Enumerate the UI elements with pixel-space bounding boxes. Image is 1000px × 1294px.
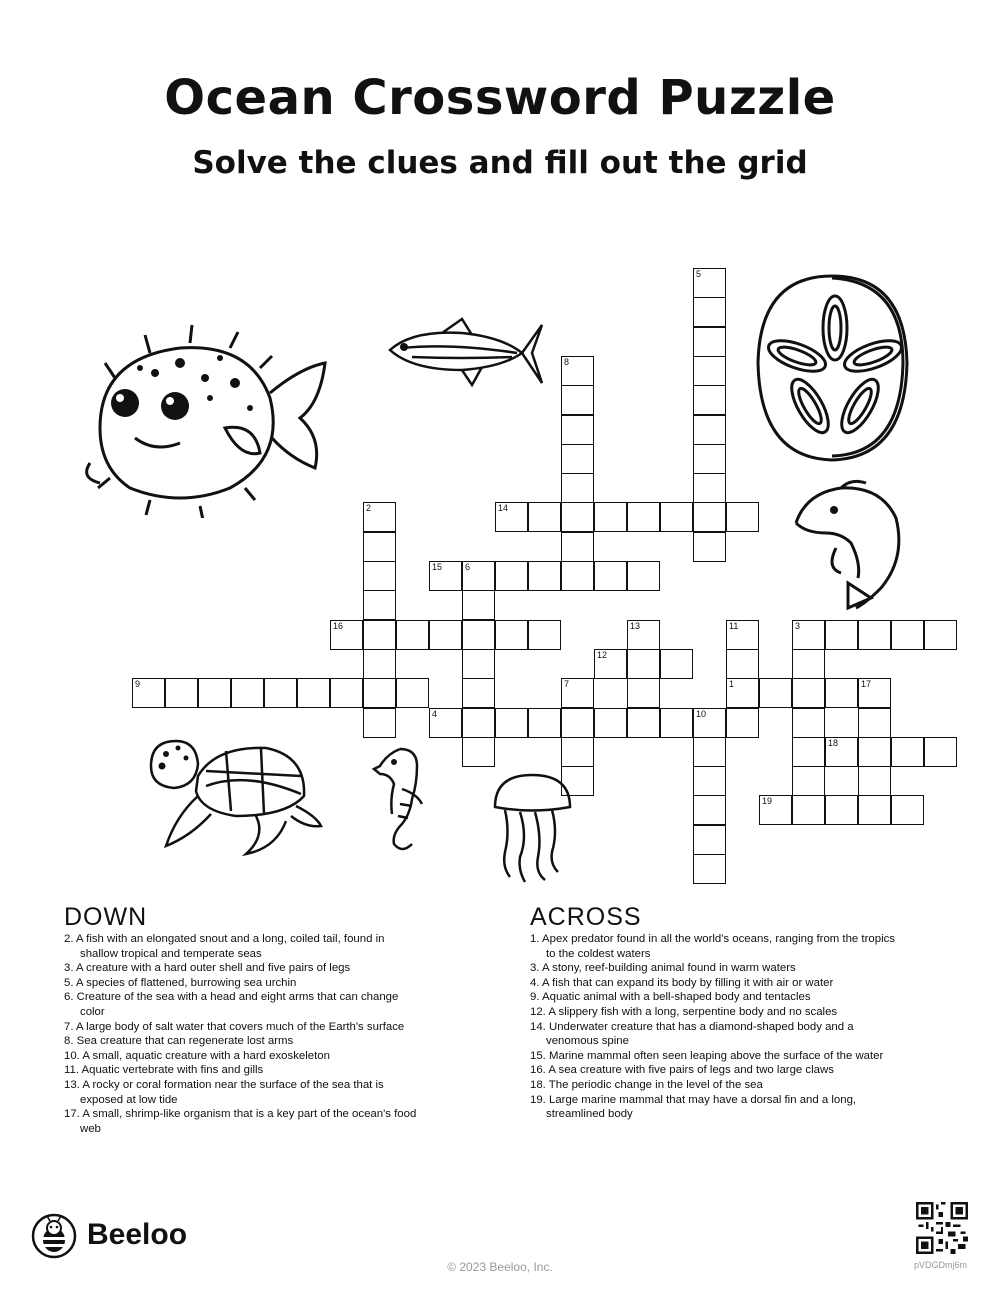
jellyfish-illustration (490, 772, 575, 884)
down-clue: 17. A small, shrimp-like organism that is a key part of the ocean's food web (64, 1108, 417, 1135)
across-clue: 9. Aquatic animal with a bell-shaped body and tentacles (530, 991, 811, 1004)
grid-cell[interactable] (858, 795, 891, 825)
grid-cell[interactable] (693, 297, 726, 327)
clue-number: 10 (696, 708, 707, 719)
grid-cell[interactable] (561, 561, 594, 591)
dolphin-illustration (786, 478, 911, 613)
grid-cell[interactable] (693, 356, 726, 386)
grid-cell[interactable] (363, 649, 396, 679)
across-clue: 19. Large marine mammal that may have a dorsal fin and a long, streamlined body (530, 1093, 857, 1121)
grid-cell[interactable] (627, 708, 660, 738)
grid-cell[interactable] (429, 620, 462, 650)
grid-cell[interactable] (495, 620, 528, 650)
grid-cell[interactable] (693, 795, 726, 825)
pufferfish-illustration (60, 318, 340, 518)
down-clue: 10. A small, aquatic creature with a hard exoskeleton (64, 1049, 330, 1062)
brand-name: Beeloo (87, 1218, 188, 1251)
clue-number: 17 (861, 679, 872, 690)
grid-cell[interactable] (462, 620, 495, 650)
clue-number: 3 (795, 620, 801, 631)
grid-cell[interactable] (462, 590, 495, 620)
grid-cell[interactable] (561, 473, 594, 503)
grid-cell[interactable] (891, 620, 924, 650)
grid-cell[interactable] (396, 678, 429, 708)
clue-number: 4 (432, 708, 438, 719)
clue-number: 7 (564, 679, 570, 690)
grid-cell[interactable] (363, 620, 396, 650)
qr-code-label: pVDGDmj6m (914, 1260, 968, 1270)
copyright-text: © 2023 Beeloo, Inc. (447, 1260, 553, 1274)
grid-cell[interactable] (462, 708, 495, 738)
grid-cell[interactable] (363, 532, 396, 562)
down-clue: 8. Sea creature that can regenerate lost arms (64, 1035, 294, 1048)
grid-cell[interactable] (363, 678, 396, 708)
grid-cell[interactable] (660, 708, 693, 738)
grid-cell[interactable] (792, 708, 825, 738)
down-clue: 7. A large body of salt water that covers much of the Earth's surface (64, 1020, 405, 1033)
clue-number: 14 (498, 503, 509, 514)
clue-number: 1 (729, 679, 735, 690)
grid-cell[interactable] (165, 678, 198, 708)
clue-number: 2 (366, 503, 372, 514)
grid-cell[interactable] (726, 502, 759, 532)
grid-cell[interactable] (792, 737, 825, 767)
grid-cell[interactable] (693, 415, 726, 445)
grid-cell[interactable] (627, 649, 660, 679)
across-heading: ACROSS (530, 903, 642, 931)
grid-cell[interactable] (693, 502, 726, 532)
clue-number: 5 (696, 269, 702, 279)
grid-cell[interactable] (495, 561, 528, 591)
down-clue: 5. A species of flattened, burrowing sea urchin (64, 976, 297, 989)
grid-cell[interactable] (825, 678, 858, 708)
grid-cell[interactable] (627, 678, 660, 708)
clue-number: 8 (564, 356, 570, 367)
page-subtitle: Solve the clues and fill out the grid (192, 145, 808, 181)
grid-cell[interactable] (924, 737, 957, 767)
grid-cell[interactable] (297, 678, 330, 708)
grid-cell[interactable] (693, 385, 726, 415)
down-clue: 2. A fish with an elongated snout and a long, coiled tail, found in shallow tropical and temperate seas (64, 933, 385, 960)
down-clue: 13. A rocky or coral formation near the surface of the sea that is exposed at low tide (64, 1078, 384, 1106)
sea-turtle-illustration (136, 736, 326, 856)
grid-cell[interactable] (693, 473, 726, 503)
clue-number: 18 (828, 737, 839, 748)
grid-cell[interactable] (891, 795, 924, 825)
grid-cell[interactable] (561, 444, 594, 474)
grid-cell[interactable] (264, 678, 297, 708)
down-clue: 11. Aquatic vertebrate with fins and gills (64, 1064, 264, 1077)
page-title: Ocean Crossword Puzzle (164, 70, 836, 126)
grid-cell[interactable] (726, 708, 759, 738)
qr-code-icon (916, 1202, 968, 1254)
grid-cell[interactable] (198, 678, 231, 708)
across-clue: 1. Apex predator found in all the world's oceans, ranging from the tropics to the coldest waters (530, 933, 895, 960)
grid-cell[interactable] (660, 649, 693, 679)
grid-cell[interactable] (858, 708, 891, 738)
grid-cell[interactable] (396, 620, 429, 650)
grid-cell[interactable] (528, 502, 561, 532)
grid-cell[interactable] (561, 737, 594, 767)
grid-cell[interactable] (792, 678, 825, 708)
grid-cell[interactable] (924, 620, 957, 650)
grid-cell[interactable] (693, 532, 726, 562)
grid-cell[interactable] (858, 766, 891, 796)
grid-cell[interactable] (495, 708, 528, 738)
across-clue: 14. Underwater creature that has a diamond-shaped body and a venomous spine (530, 1020, 854, 1048)
grid-cell[interactable] (561, 532, 594, 562)
grid-cell[interactable] (462, 649, 495, 679)
across-clue: 3. A stony, reef-building animal found in warm waters (530, 962, 796, 975)
clue-number: 12 (597, 649, 608, 660)
clue-number: 11 (729, 620, 739, 631)
grid-cell[interactable] (693, 825, 726, 855)
grid-cell[interactable] (594, 561, 627, 591)
grid-cell[interactable] (528, 708, 561, 738)
seahorse-illustration (372, 744, 432, 856)
grid-cell[interactable] (561, 502, 594, 532)
grid-cell[interactable] (462, 737, 495, 767)
clue-number: 13 (630, 620, 641, 631)
grid-cell[interactable] (891, 737, 924, 767)
grid-cell[interactable] (561, 415, 594, 445)
across-clue: 18. The periodic change in the level of the sea (530, 1078, 763, 1091)
across-clue: 4. A fish that can expand its body by filling it with air or water (530, 976, 834, 989)
grid-cell[interactable] (726, 649, 759, 679)
grid-cell[interactable] (693, 327, 726, 357)
sand-dollar-illustration (755, 268, 910, 468)
across-clue: 12. A slippery fish with a long, serpentine body and no scales (530, 1005, 838, 1018)
down-clue: 6. Creature of the sea with a head and eight arms that can change color (64, 991, 399, 1018)
grid-cell[interactable] (627, 561, 660, 591)
across-clue: 15. Marine mammal often seen leaping above the surface of the water (530, 1049, 884, 1062)
grid-cell[interactable] (660, 502, 693, 532)
bee-logo-icon (30, 1213, 78, 1259)
grid-cell[interactable] (561, 708, 594, 738)
grid-cell[interactable] (363, 590, 396, 620)
across-clue: 16. A sea creature with five pairs of legs and two large claws (530, 1064, 834, 1077)
grid-cell[interactable] (363, 708, 396, 738)
clue-number: 19 (762, 796, 773, 807)
clue-number: 9 (135, 679, 141, 690)
grid-cell[interactable] (363, 561, 396, 591)
grid-cell[interactable] (759, 678, 792, 708)
down-clue: 3. A creature with a hard outer shell and five pairs of legs (64, 962, 351, 975)
grid-cell[interactable] (858, 737, 891, 767)
grid-cell[interactable] (858, 620, 891, 650)
grid-cell[interactable] (594, 502, 627, 532)
clue-number: 16 (333, 620, 344, 631)
grid-cell[interactable] (792, 766, 825, 796)
clue-number: 15 (432, 562, 443, 572)
grid-cell[interactable] (825, 795, 858, 825)
fish-illustration (382, 315, 547, 395)
grid-cell[interactable] (462, 678, 495, 708)
grid-cell[interactable] (330, 678, 363, 708)
clue-number: 6 (465, 562, 471, 572)
across-clue-list (530, 932, 900, 1122)
grid-cell[interactable] (528, 561, 561, 591)
grid-cell[interactable] (792, 795, 825, 825)
down-clue-list (64, 932, 419, 1136)
grid-cell[interactable] (693, 737, 726, 767)
grid-cell[interactable] (792, 649, 825, 679)
grid-cell[interactable] (693, 444, 726, 474)
grid-cell[interactable] (528, 620, 561, 650)
grid-cell[interactable] (693, 766, 726, 796)
grid-cell[interactable] (627, 502, 660, 532)
grid-cell[interactable] (825, 620, 858, 650)
grid-cell[interactable] (231, 678, 264, 708)
down-heading: DOWN (64, 903, 148, 931)
grid-cell[interactable] (561, 385, 594, 415)
grid-cell[interactable] (693, 854, 726, 884)
grid-cell[interactable] (594, 708, 627, 738)
